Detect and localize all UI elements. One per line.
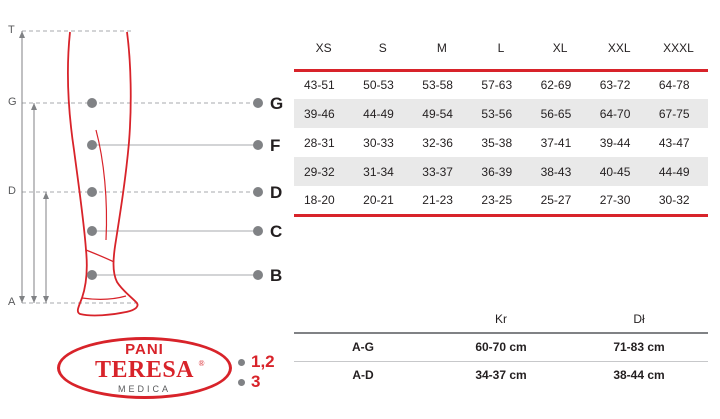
cell-g-l: 57-63 — [481, 78, 513, 93]
axis-label-d: D — [8, 185, 16, 197]
table-row — [294, 70, 708, 99]
table-row — [294, 186, 708, 215]
length-row-label-ag: A-G — [294, 333, 432, 361]
cell-f-m: 49-54 — [412, 99, 471, 128]
cell-f-xs: 39-46 — [294, 99, 353, 128]
length-row-label-ad: A-D — [352, 368, 374, 383]
length-header-dl: Dł — [570, 305, 708, 333]
cell-d-xxl: 39-44 — [599, 135, 631, 150]
size-header-xs: XS — [294, 28, 353, 70]
size-header-xxl: XXL — [590, 28, 649, 70]
cell-g-m: 53-58 — [422, 78, 453, 93]
cell-c-m: 33-37 — [412, 157, 471, 186]
size-header-s: S — [353, 28, 412, 70]
cell-b-m: 21-23 — [412, 186, 471, 215]
cell-c-xl: 38-43 — [531, 157, 590, 186]
length-header-kr: Kr — [432, 305, 570, 333]
cell-d-l: 35-38 — [481, 135, 513, 150]
cell-b-s: 20-21 — [353, 186, 412, 215]
class-row — [238, 372, 294, 392]
size-table — [294, 28, 708, 217]
point-label-f: F — [270, 136, 281, 155]
cell-d-xxxl: 43-47 — [658, 135, 690, 150]
cell-c-s: 31-34 — [353, 157, 412, 186]
class-label: 1,2 — [251, 352, 275, 371]
table-row — [294, 128, 708, 157]
class-label: 3 — [251, 372, 261, 391]
table-row — [294, 333, 708, 361]
length-table — [294, 305, 708, 389]
axis-label-g: G — [8, 96, 17, 108]
cell-g-xxl: 63-72 — [599, 78, 631, 93]
cell-f-xxxl: 67-75 — [649, 99, 708, 128]
logo-pani-text: PANI — [125, 341, 164, 358]
cell-g-xxxl: 64-78 — [658, 78, 690, 93]
length-ad-dl: 38-44 cm — [613, 368, 665, 383]
cell-b-xxl: 27-30 — [590, 186, 649, 215]
cell-f-xl: 56-65 — [531, 99, 590, 128]
table-row — [294, 361, 708, 389]
cell-g-s: 50-53 — [363, 78, 394, 93]
class-dot-icon — [238, 359, 245, 366]
size-header-xxxl: XXXL — [649, 28, 708, 70]
axis-label-t: T — [8, 24, 15, 36]
length-table-header-row — [294, 305, 708, 333]
cell-g-xs: 43-51 — [304, 78, 335, 93]
table-row — [294, 157, 708, 186]
size-header-xl: XL — [531, 28, 590, 70]
cell-b-xxxl: 30-32 — [649, 186, 708, 215]
size-header-l: L — [471, 28, 530, 70]
length-ag-dl: 71-83 cm — [570, 333, 708, 361]
cell-d-s: 30-33 — [363, 135, 394, 150]
length-header-blank — [294, 305, 432, 333]
length-ad-kr: 34-37 cm — [475, 368, 527, 383]
cell-b-l: 23-25 — [471, 186, 530, 215]
class-dot-icon — [238, 379, 245, 386]
length-table-body — [294, 333, 708, 389]
cell-g-xl: 62-69 — [540, 78, 572, 93]
cell-f-l: 53-56 — [471, 99, 530, 128]
size-header-m: M — [412, 28, 471, 70]
cell-c-xs: 29-32 — [294, 157, 353, 186]
logo-teresa-text — [94, 357, 206, 383]
logo-teresa-word: TERESA — [94, 357, 195, 383]
length-ag-kr: 60-70 cm — [432, 333, 570, 361]
class-row — [238, 352, 294, 372]
brand-logo — [57, 337, 232, 399]
point-label-b: B — [270, 266, 283, 285]
point-label-d: D — [270, 183, 283, 202]
cell-c-l: 36-39 — [471, 157, 530, 186]
cell-c-xxl: 40-45 — [590, 157, 649, 186]
cell-c-xxxl: 44-49 — [649, 157, 708, 186]
cell-d-xl: 37-41 — [540, 135, 572, 150]
registered-mark-icon: ® — [198, 359, 206, 368]
axis-label-a: A — [8, 296, 16, 308]
compression-class-markers — [238, 352, 294, 392]
size-table-head — [294, 28, 708, 70]
cell-d-xs: 28-31 — [304, 135, 335, 150]
size-table-body — [294, 70, 708, 215]
cell-b-xl: 25-27 — [531, 186, 590, 215]
point-label-c: C — [270, 222, 283, 241]
logo-medica-text: MEDICA — [117, 384, 171, 394]
point-label-g: G — [270, 94, 284, 113]
length-table-head — [294, 305, 708, 333]
table-row — [294, 99, 708, 128]
cell-d-m: 32-36 — [422, 135, 453, 150]
cell-f-xxl: 64-70 — [590, 99, 649, 128]
cell-f-s: 44-49 — [353, 99, 412, 128]
logo-text-group — [57, 337, 232, 399]
size-table-header-row — [294, 28, 708, 70]
cell-b-xs: 18-20 — [294, 186, 353, 215]
